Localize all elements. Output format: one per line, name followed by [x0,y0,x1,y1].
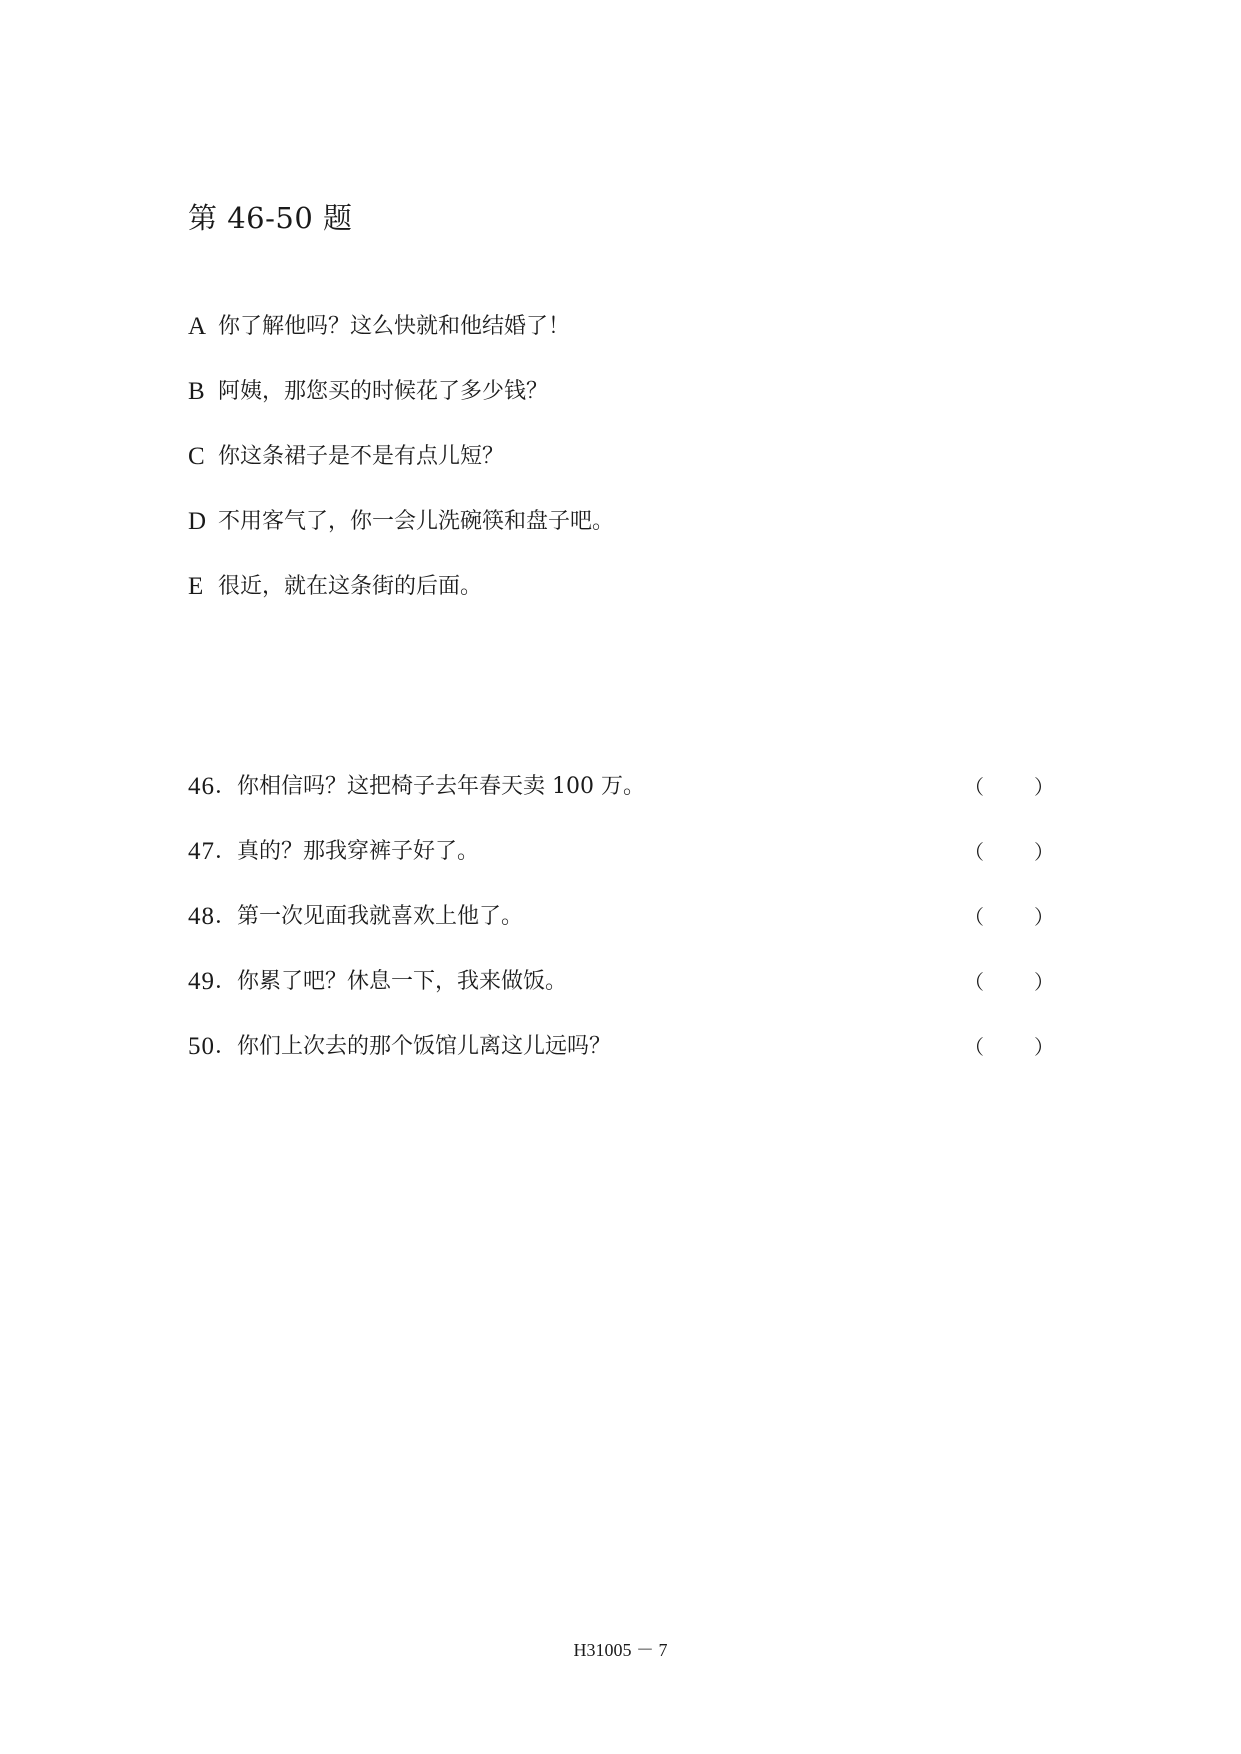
close-paren: ） [1034,775,1054,799]
answer-blank[interactable] [964,967,1054,997]
option-letter: B [188,378,205,405]
option-text: 不用客气了，你一会儿洗碗筷和盘子吧。 [218,509,615,534]
option-e [188,572,1088,637]
answer-blank[interactable] [964,837,1054,867]
option-letter: D [188,508,207,535]
option-letter: A [188,313,207,340]
option-letter: E [188,573,204,600]
option-b [188,377,1088,442]
question-separator: ． [215,969,238,994]
close-paren: ） [1034,1035,1054,1059]
open-paren: （ [964,775,984,799]
question-text: 真的？那我穿裤子好了。 [237,839,480,864]
question-number: 46 [188,773,215,800]
question-50 [188,1032,1068,1097]
open-paren: （ [964,905,984,929]
option-text: 阿姨，那您买的时候花了多少钱？ [218,379,549,404]
open-paren: （ [964,1035,984,1059]
question-number: 48 [188,903,215,930]
option-text: 很近，就在这条街的后面。 [218,574,483,599]
option-c [188,442,1088,507]
open-paren: （ [964,970,984,994]
question-number: 50 [188,1033,215,1060]
question-text: 你们上次去的那个饭馆儿离这儿远吗？ [237,1034,612,1059]
open-paren: （ [964,840,984,864]
question-text: 第一次见面我就喜欢上他了。 [237,904,524,929]
question-list [188,772,1068,1097]
question-separator: ． [215,839,238,864]
question-separator: ． [215,1034,238,1059]
option-letter: C [188,443,205,470]
question-separator: ． [215,904,238,929]
answer-blank[interactable] [964,772,1054,802]
close-paren: ） [1034,840,1054,864]
question-text: 你累了吧？休息一下，我来做饭。 [237,969,568,994]
question-number: 49 [188,968,215,995]
question-49 [188,967,1068,1032]
question-47 [188,837,1068,902]
answer-blank[interactable] [964,1032,1054,1062]
question-number: 47 [188,838,215,865]
option-text: 你这条裙子是不是有点儿短？ [218,444,505,469]
option-text: 你了解他吗？这么快就和他结婚了！ [218,314,571,339]
close-paren: ） [1034,905,1054,929]
close-paren: ） [1034,970,1054,994]
answer-options [188,312,1088,637]
question-text: 你相信吗？这把椅子去年春天卖 100 万。 [237,774,645,799]
page-footer: H31005 － 7 [573,1640,668,1660]
question-48 [188,902,1068,967]
question-separator: ． [215,774,238,799]
question-46 [188,772,1068,837]
option-a [188,312,1088,377]
section-title: 第 46-50 题 [188,201,353,235]
answer-blank[interactable] [964,902,1054,932]
option-d [188,507,1088,572]
